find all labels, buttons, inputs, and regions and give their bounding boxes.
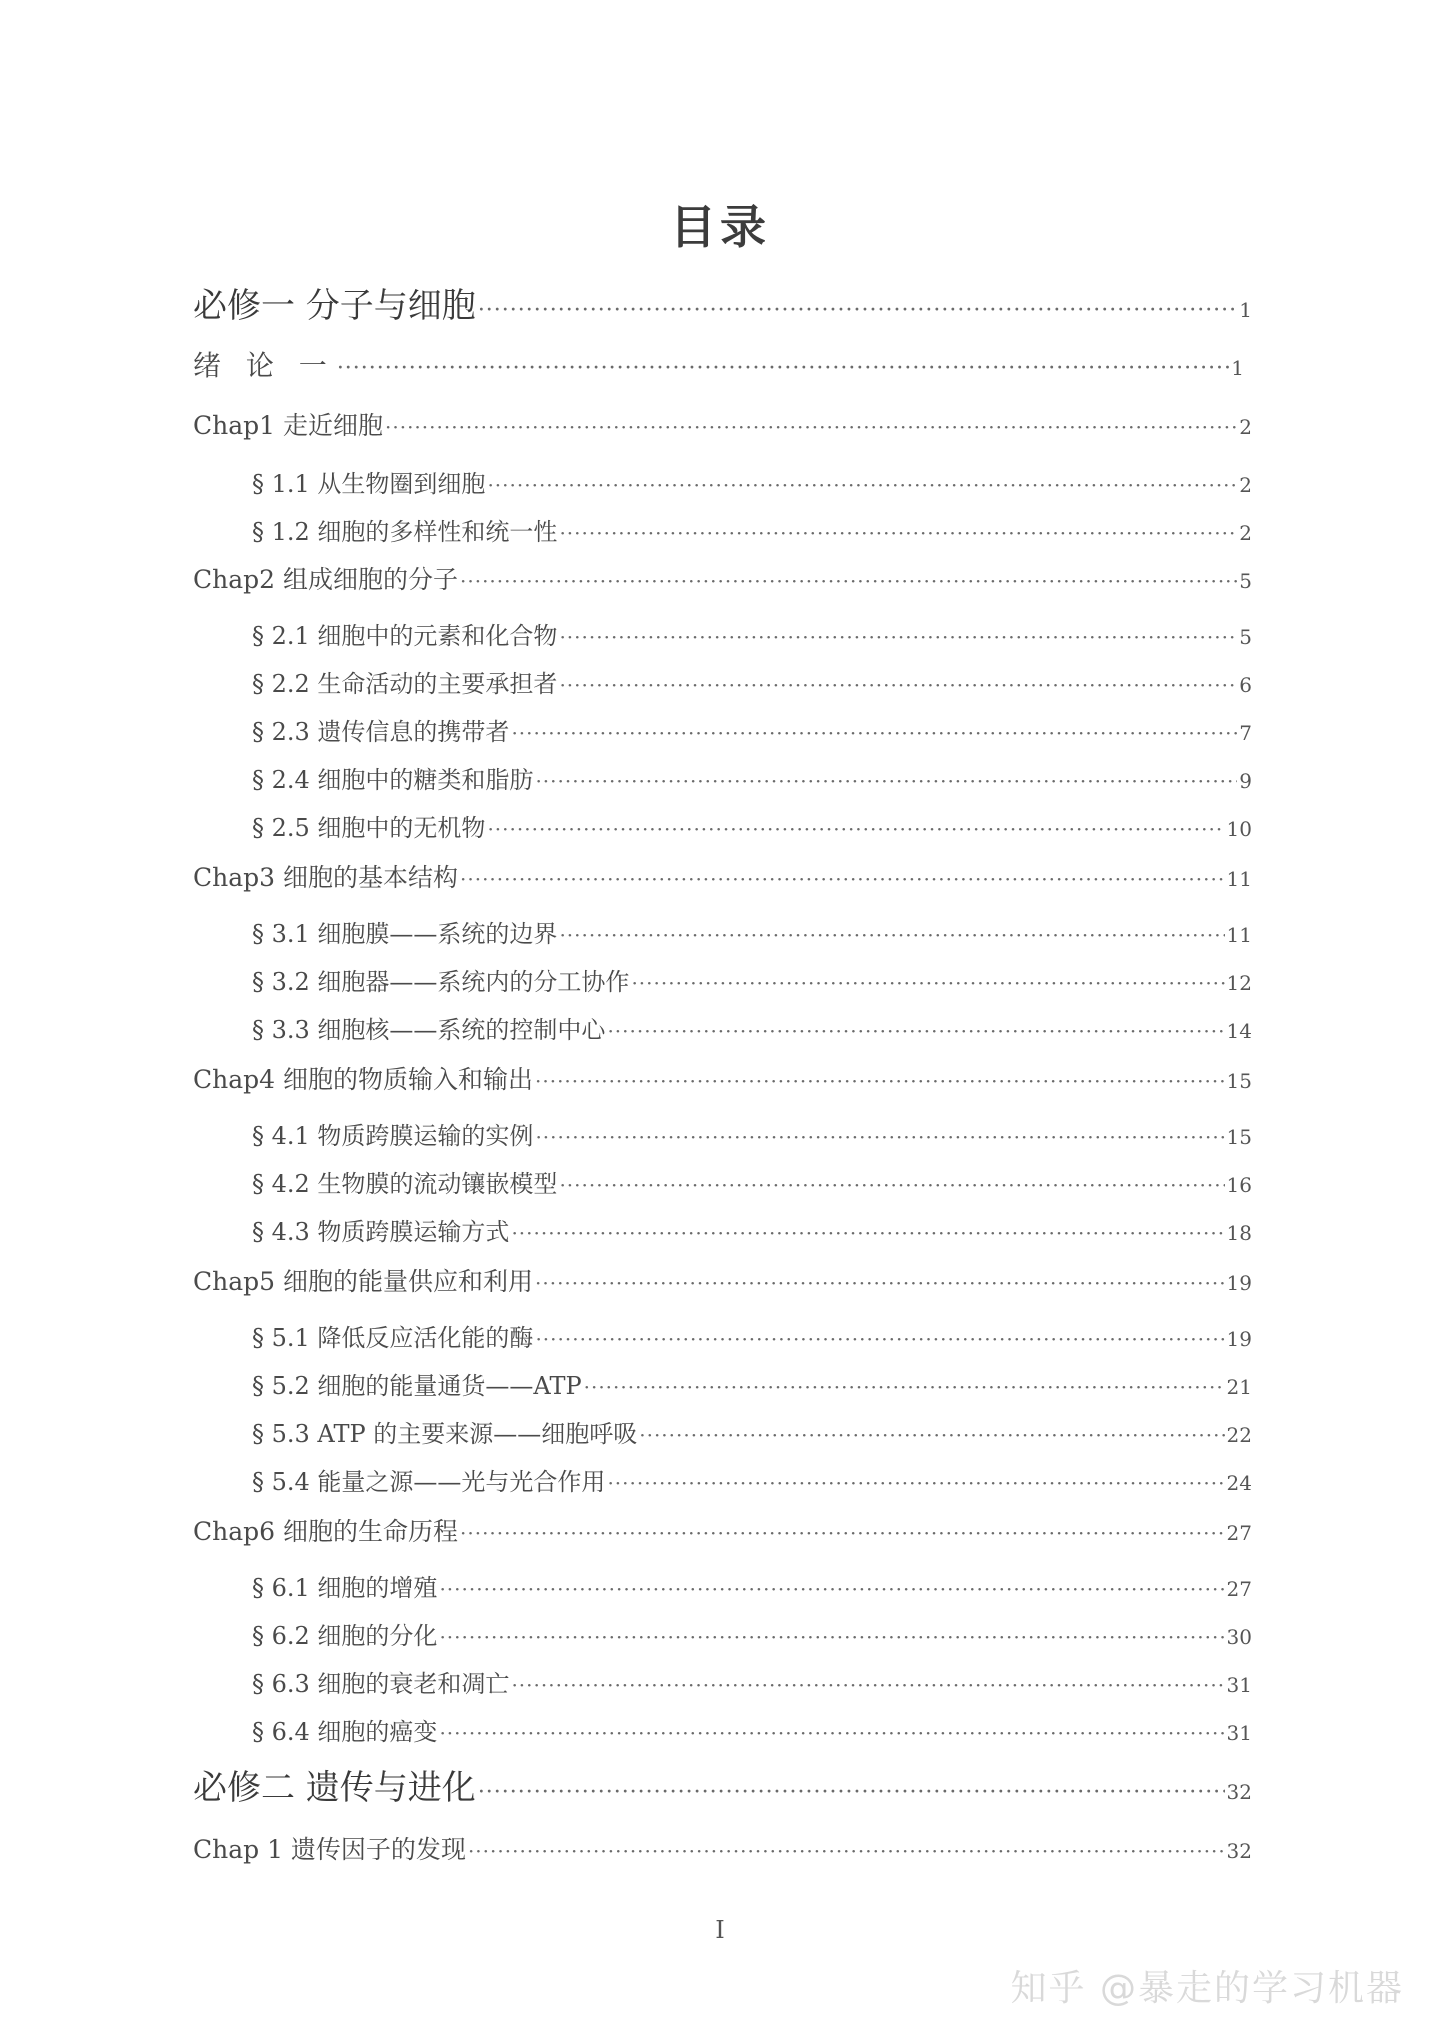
toc-entry[interactable]: [252, 464, 1252, 499]
toc-entry-page: 31: [1226, 1721, 1252, 1745]
dot-leader: [460, 569, 1237, 593]
toc-entry-label: § 3.2 细胞器——系统内的分工协作: [252, 968, 630, 996]
toc-entry[interactable]: [193, 1262, 1252, 1298]
toc-entry-page: 11: [1226, 923, 1252, 947]
toc-entry-page: 7: [1239, 721, 1252, 745]
toc-entry-label: § 4.3 物质跨膜运输方式: [252, 1218, 510, 1246]
toc-entry-page: 15: [1226, 1125, 1252, 1149]
toc-entry-page: 19: [1226, 1327, 1252, 1351]
dot-leader: [478, 298, 1237, 323]
toc-entry-label: 必修一 分子与细胞: [193, 286, 476, 326]
dot-leader: [487, 473, 1237, 497]
toc-entry-page: 19: [1226, 1271, 1252, 1295]
toc-entry-page: 2: [1239, 473, 1252, 497]
dot-leader: [631, 971, 1224, 995]
toc-entry[interactable]: [252, 1212, 1252, 1247]
toc-entry-page: 24: [1226, 1471, 1252, 1495]
toc-entry-label: Chap1 走近细胞: [193, 411, 383, 440]
toc-entry-page: 11: [1226, 867, 1252, 891]
toc-entry-page: 14: [1226, 1019, 1252, 1043]
dot-leader: [511, 721, 1237, 745]
dot-leader: [535, 1271, 1225, 1295]
toc-entry[interactable]: [193, 278, 1252, 327]
toc-entry[interactable]: [193, 1512, 1252, 1548]
dot-leader: [468, 1839, 1225, 1863]
toc-entry-page: 32: [1226, 1839, 1252, 1863]
dot-leader: [478, 1780, 1225, 1805]
dot-leader: [535, 1069, 1225, 1093]
toc-entry-page: 32: [1226, 1780, 1252, 1804]
toc-entry[interactable]: [252, 616, 1252, 651]
toc-entry[interactable]: [252, 1318, 1252, 1353]
toc-entry[interactable]: [252, 712, 1252, 747]
toc-entry[interactable]: [252, 914, 1252, 949]
toc-entry[interactable]: [252, 1164, 1252, 1199]
dot-leader: [439, 1721, 1224, 1745]
toc-entry-label: § 4.1 物质跨膜运输的实例: [252, 1122, 534, 1150]
dot-leader: [559, 673, 1237, 697]
toc-entry-page: 1: [1239, 298, 1252, 322]
toc-entry-label: § 5.1 降低反应活化能的酶: [252, 1324, 534, 1352]
dot-leader: [559, 923, 1224, 947]
toc-entry-label: Chap3 细胞的基本结构: [193, 863, 458, 892]
toc-entry-page: 21: [1226, 1375, 1252, 1399]
toc-entry[interactable]: [193, 560, 1252, 596]
toc-entry-page: 10: [1226, 817, 1252, 841]
toc-entry-label: Chap5 细胞的能量供应和利用: [193, 1267, 533, 1296]
toc-entry-label: § 5.3 ATP 的主要来源——细胞呼吸: [252, 1420, 638, 1448]
toc-entry-page: 1: [1231, 356, 1252, 380]
toc-entry[interactable]: [193, 1830, 1252, 1866]
toc-entry-label: 绪 论 一: [193, 349, 335, 382]
toc-entry[interactable]: [252, 1616, 1252, 1651]
dot-leader: [535, 1125, 1224, 1149]
dot-leader: [559, 625, 1237, 649]
toc-entry-label: § 1.2 细胞的多样性和统一性: [252, 518, 558, 546]
watermark: 知乎 @暴走的学习机器: [1010, 1968, 1404, 2009]
toc-entry-label: § 2.5 细胞中的无机物: [252, 814, 486, 842]
toc-entry[interactable]: [252, 1712, 1252, 1747]
toc-entry[interactable]: [252, 664, 1252, 699]
dot-leader: [439, 1625, 1224, 1649]
toc-entry-page: 2: [1239, 415, 1252, 439]
dot-leader: [460, 1521, 1225, 1545]
dot-leader: [639, 1423, 1224, 1447]
toc-entry[interactable]: [252, 808, 1252, 843]
toc-entry[interactable]: [252, 512, 1252, 547]
toc-entry-label: § 5.4 能量之源——光与光合作用: [252, 1468, 606, 1496]
toc-entry-page: 2: [1239, 521, 1252, 545]
toc-entry[interactable]: [193, 858, 1252, 894]
dot-leader: [511, 1673, 1224, 1697]
dot-leader: [511, 1221, 1224, 1245]
toc-entry-page: 18: [1226, 1221, 1252, 1245]
toc-entry-label: § 1.1 从生物圈到细胞: [252, 470, 486, 498]
toc-entry-page: 27: [1226, 1577, 1252, 1601]
toc-entry-label: § 2.3 遗传信息的携带者: [252, 718, 510, 746]
dot-leader: [559, 521, 1237, 545]
toc-entry[interactable]: [252, 1568, 1252, 1603]
toc-entry-page: 27: [1226, 1521, 1252, 1545]
toc-entry[interactable]: [193, 1760, 1252, 1809]
toc-entry-label: § 2.2 生命活动的主要承担者: [252, 670, 558, 698]
toc-entry-page: 31: [1226, 1673, 1252, 1697]
toc-entry[interactable]: [193, 1060, 1252, 1096]
dot-leader: [607, 1471, 1224, 1495]
dot-leader: [584, 1375, 1225, 1399]
toc-entry-label: § 3.3 细胞核——系统的控制中心: [252, 1016, 606, 1044]
toc-entry-label: Chap6 细胞的生命历程: [193, 1517, 458, 1546]
toc-entry-page: 12: [1226, 971, 1252, 995]
toc-entry-label: § 2.4 细胞中的糖类和脂肪: [252, 766, 534, 794]
toc-entry-page: 5: [1239, 625, 1252, 649]
toc-entry-label: § 5.2 细胞的能量通货——ATP: [252, 1372, 582, 1400]
toc-entry[interactable]: [252, 1366, 1252, 1401]
toc-entry-page: 15: [1226, 1069, 1252, 1093]
toc-entry-label: § 4.2 生物膜的流动镶嵌模型: [252, 1170, 558, 1198]
toc-entry[interactable]: [193, 344, 1252, 384]
dot-leader: [607, 1019, 1224, 1043]
toc-entry-label: § 2.1 细胞中的元素和化合物: [252, 622, 558, 650]
toc-entry-label: Chap4 细胞的物质输入和输出: [193, 1065, 533, 1094]
dot-leader: [439, 1577, 1224, 1601]
toc-entry-label: § 3.1 细胞膜——系统的边界: [252, 920, 558, 948]
dot-leader: [385, 415, 1237, 439]
toc-entry-label: Chap 1 遗传因子的发现: [193, 1835, 466, 1864]
dot-leader: [535, 769, 1237, 793]
toc-entry[interactable]: [252, 760, 1252, 795]
dot-leader: [337, 356, 1229, 381]
dot-leader: [460, 867, 1225, 891]
toc-entry[interactable]: [252, 1462, 1252, 1497]
toc-entry[interactable]: [193, 406, 1252, 442]
toc-entry-label: § 6.1 细胞的增殖: [252, 1574, 438, 1602]
toc-entry-label: § 6.4 细胞的癌变: [252, 1718, 438, 1746]
toc-entry-label: Chap2 组成细胞的分子: [193, 565, 458, 594]
dot-leader: [487, 817, 1224, 841]
toc-entry[interactable]: [252, 1116, 1252, 1151]
toc-entry[interactable]: [252, 1414, 1252, 1449]
toc-entry-page: 5: [1239, 569, 1252, 593]
toc-entry-page: 22: [1226, 1423, 1252, 1447]
dot-leader: [559, 1173, 1224, 1197]
toc-entry-page: 6: [1239, 673, 1252, 697]
toc-entry-label: § 6.2 细胞的分化: [252, 1622, 438, 1650]
toc-entry-page: 9: [1239, 769, 1252, 793]
toc-entry-label: § 6.3 细胞的衰老和凋亡: [252, 1670, 510, 1698]
toc-entry[interactable]: [252, 1664, 1252, 1699]
toc-entry-page: 30: [1226, 1625, 1252, 1649]
toc-entry-page: 16: [1226, 1173, 1252, 1197]
toc-entry[interactable]: [252, 1010, 1252, 1045]
toc-entry-label: 必修二 遗传与进化: [193, 1768, 476, 1808]
page-number: I: [715, 1916, 725, 1944]
page-title: 目录: [670, 199, 770, 254]
toc-entry[interactable]: [252, 962, 1252, 997]
dot-leader: [535, 1327, 1224, 1351]
